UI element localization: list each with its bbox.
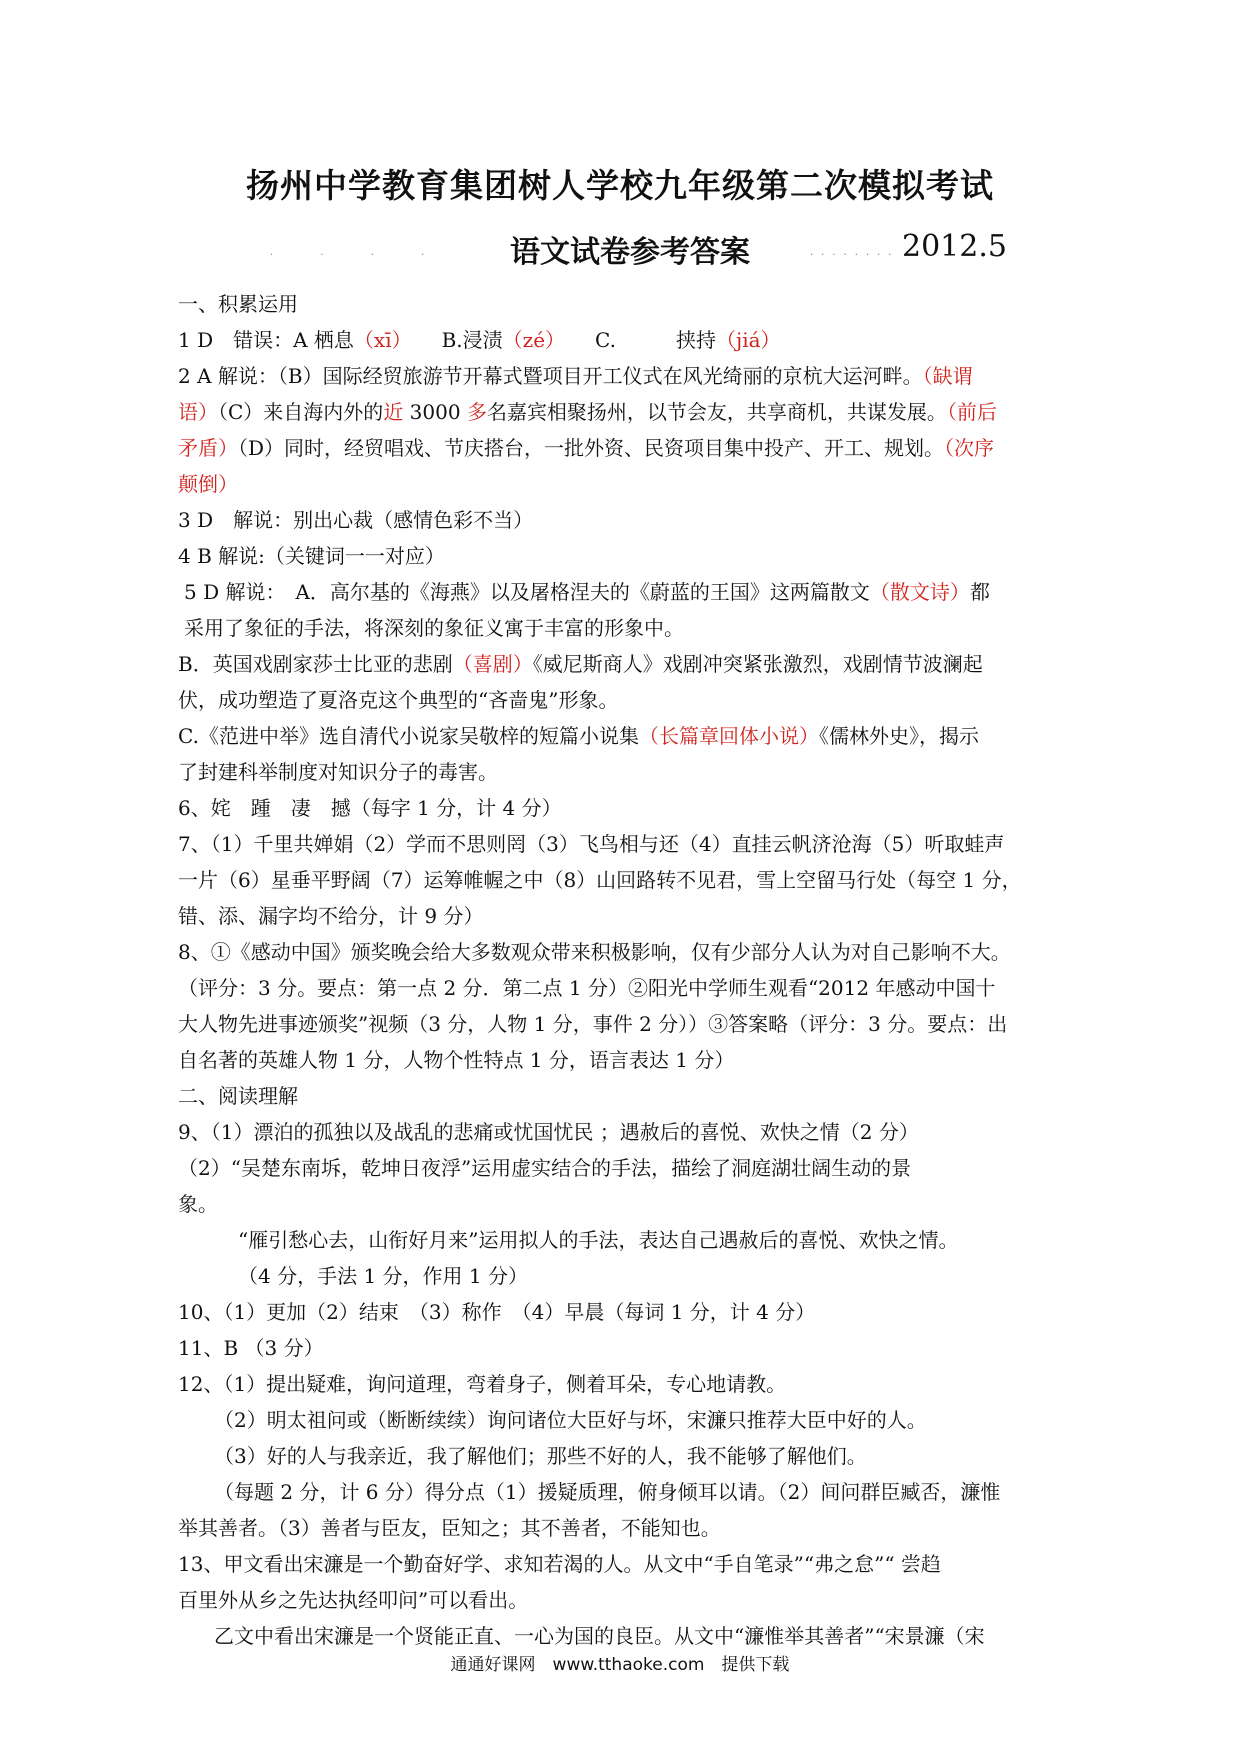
answer-line [178,934,1068,970]
answer-line [178,322,1068,358]
answer-text: 名嘉宾相聚扬州，以节会友，共享商机，共谋发展。 [486,400,947,424]
answer-text: 伏，成功塑造了夏洛克这个典型的“吝啬鬼”形象。 [178,688,619,712]
answer-text: C.《范进中举》选自清代小说家吴敬梓的短篇小说集 [178,724,639,748]
answer-line [178,1186,1068,1222]
answer-text: 12、（1）提出疑难，询问道理，弯着身子，侧着耳朵，专心地请教。 [178,1372,787,1396]
answer-line [178,502,1068,538]
answer-line [178,754,1068,790]
answer-line [178,970,1068,1006]
answer-line [178,1258,1068,1294]
answer-annotation: 语） [178,400,218,424]
answer-line [178,1114,1068,1150]
answer-line [178,394,1068,430]
answer-annotation: （缺谓 [922,364,973,388]
answer-annotation: （次序 [944,436,995,460]
answer-line [178,1402,1068,1438]
document-title: 扬州中学教育集团树人学校九年级第二次模拟考试 [246,166,994,205]
answer-line [178,1546,1068,1582]
answer-line [178,790,1068,826]
answer-text: 大人物先进事迹颁奖”视频（3 分，人物 1 分，事件 2 分））③答案略（评分：3 分。要点：出 [178,1012,1008,1036]
answer-line [178,682,1068,718]
answer-text: 3 D 解说：别出心裁（感情色彩不当） [178,508,534,532]
answer-text: 乙文中看出宋濂是一个贤能正直、一心为国的良臣。从文中“濂惟举其善者”“宋景濂（宋 [214,1624,985,1648]
answer-text: 《儒林外史》，揭示 [818,724,979,748]
answer-annotation: （散文诗） [869,580,970,604]
answer-line [178,1042,1068,1078]
document-subtitle [270,227,1090,271]
answer-line [178,1150,1068,1186]
answer-line [178,898,1068,934]
answer-body [178,286,1068,1654]
answer-text: 2 A 解说：（B）国际经贸旅游节开幕式暨项目开工仪式在风光绮丽的京杭大运河畔。 [178,364,923,388]
subtitle-text: 语文试卷参考答案 [510,235,750,270]
answer-text: （评分：3 分。要点：第一点 2 分．第二点 1 分）②阳光中学师生观看“2012 年感动中国十 [178,976,996,1000]
answer-text: 百里外从乡之先达执经叩问”可以看出。 [178,1588,529,1612]
answer-text: 11、B （3 分） [178,1336,324,1360]
answer-line [178,1510,1068,1546]
answer-line [178,610,1068,646]
answer-text: 7、（1）千里共婵娟（2）学而不思则罔（3）飞鸟相与还（4）直挂云帆济沧海（5）听取蛙声 [178,832,1005,856]
leading-dots: . . . . [270,247,447,258]
answer-text: 举其善者。（3）善者与臣友，臣知之；其不善者，不能知也。 [178,1516,721,1540]
answer-line [178,1330,1068,1366]
answer-line [178,1078,1068,1114]
answer-line [178,286,1068,322]
answer-text: 8、①《感动中国》颁奖晚会给大多数观众带来积极影响，仅有少部分人认为对自己影响不大。 [178,940,1011,964]
answer-text: 1 D 错误：A 栖息 [178,328,354,352]
answer-line [178,1582,1068,1618]
answer-line [178,358,1068,394]
answer-annotation: （xī） [353,328,402,352]
answer-line [178,1294,1068,1330]
answer-annotation: （zé） [502,328,556,352]
answer-annotation: （前后 [946,400,997,424]
answer-text: C. 挟持 [555,328,716,352]
answer-text: 了封建科举制度对知识分子的毒害。 [178,760,498,784]
footer-credit: 通通好课网 www.tthaoke.com 提供下载 [450,1655,790,1675]
answer-text: （每题 2 分，计 6 分）得分点（1）援疑质理，俯身倾耳以请。（2）间问群臣臧否，濂惟 [214,1480,1001,1504]
answer-line [178,718,1068,754]
answer-text: （C）来自海内外的 [218,400,384,424]
answer-text: （4 分，手法 1 分，作用 1 分） [238,1264,528,1288]
answer-text: 二、阅读理解 [178,1084,298,1108]
answer-text: 《威尼斯商人》戏剧冲突紧张激烈，戏剧情节波澜起 [532,652,983,676]
answer-text: 自名著的英雄人物 1 分，人物个性特点 1 分，语言表达 1 分） [178,1048,735,1072]
answer-line [178,1618,1068,1654]
answer-text: 10、（1）更加（2）结束 （3）称作 （4）早晨（每词 1 分，计 4 分） [178,1300,816,1324]
answer-line [178,538,1068,574]
answer-text: “雁引愁心去，山衔好月来”运用拟人的手法，表达自己遇赦后的喜悦、欢快之情。 [238,1228,959,1252]
answer-text: （2）明太祖问或（断断续续）询问诸位大臣好与坏，宋濂只推荐大臣中好的人。 [214,1408,927,1432]
answer-line [178,466,1068,502]
answer-text: 错、添、漏字均不给分，计 9 分） [178,904,484,928]
answer-line [178,1474,1068,1510]
answer-line [178,574,1068,610]
answer-annotation: 矛盾） [178,436,238,460]
answer-line [178,862,1068,898]
answer-line [178,1438,1068,1474]
answer-text: 象。 [178,1192,218,1216]
answer-annotation: （长篇章回体小说） [638,724,819,748]
answer-annotation: 多 [466,400,487,424]
answer-line [178,1366,1068,1402]
answer-text: （D）同时，经贸唱戏、节庆搭台，一批外资、民资项目集中投产、开工、规划。 [238,436,945,460]
answer-text: 3000 [403,400,467,424]
answer-annotation: 近 [383,400,404,424]
answer-text: 采用了象征的手法，将深刻的象征义寓于丰富的形象中。 [184,616,684,640]
answer-text: 都 [969,580,990,604]
answer-line [178,646,1068,682]
answer-text: 5 D 解说： A．高尔基的《海燕》以及屠格涅夫的《蔚蓝的王国》这两篇散文 [184,580,870,604]
answer-text: B．英国戏剧家莎士比亚的悲剧 [178,652,453,676]
answer-text: 6、姹 踵 凄 撼（每字 1 分，计 4 分） [178,796,562,820]
answer-text: 一片（6）星垂平野阔（7）运筹帷幄之中（8）山回路转不见君，雪上空留马行处（每空 1 分， [178,868,1022,892]
answer-text: 13、甲文看出宋濂是一个勤奋好学、求知若渴的人。从文中“手自笔录”“弗之怠”“ 尝趋 [178,1552,941,1576]
answer-text: （2）“吴楚东南坼，乾坤日夜浮”运用虚实结合的手法，描绘了洞庭湖壮阔生动的景 [178,1156,912,1180]
answer-annotation: （jiá） [716,328,781,352]
answer-line [178,1006,1068,1042]
answer-annotation: 颠倒） [178,472,238,496]
trailing-dots: ........ [810,247,900,258]
answer-text: （3）好的人与我亲近，我了解他们；那些不好的人，我不能够了解他们。 [214,1444,867,1468]
answer-line [178,430,1068,466]
answer-text: 一、积累运用 [178,292,298,316]
answer-text: B.浸渍 [401,328,503,352]
answer-text: 4 B 解说:（关键词一一对应） [178,544,445,568]
answer-text: 9、（1）漂泊的孤独以及战乱的悲痛或忧国忧民 ；遇赦后的喜悦、欢快之情（2 分） [178,1120,919,1144]
answer-annotation: （喜剧） [452,652,533,676]
answer-line [178,1222,1068,1258]
answer-line [178,826,1068,862]
exam-date: 2012.5 [902,229,1007,264]
